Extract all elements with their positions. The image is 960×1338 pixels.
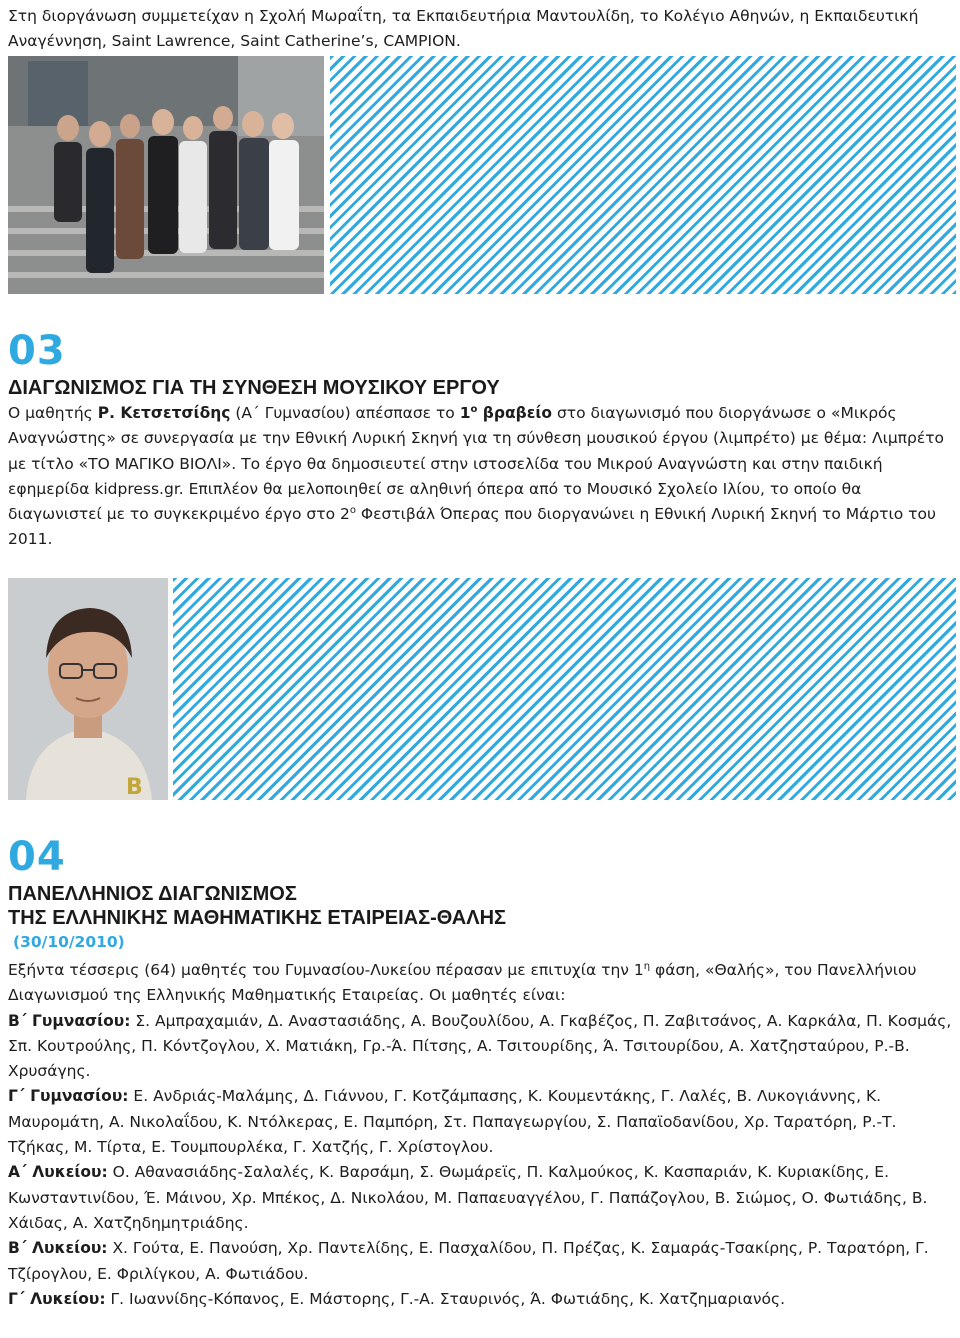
student-portrait bbox=[8, 578, 168, 800]
student-portrait-illustration bbox=[8, 578, 168, 800]
decorative-hatch-panel bbox=[173, 578, 956, 800]
grade-label: Γ΄ Γυμνασίου: bbox=[8, 1087, 129, 1106]
grade-group bbox=[8, 1160, 953, 1236]
grade-label: Β΄ Λυκείου: bbox=[8, 1239, 108, 1258]
grade-label: Γ΄ Λυκείου: bbox=[8, 1289, 106, 1308]
results-block bbox=[8, 958, 953, 1312]
section-title-line-1: ΠΑΝΕΛΛΗΝΙΟΣ ΔΙΑΓΩΝΙΣΜΟΣ bbox=[8, 883, 297, 905]
intro-paragraph: Στη διοργάνωση συμμετείχαν η Σχολή Μωραΐτη, τα Εκπαιδευτήρια Μαντουλίδη, το Κολέγιο Αθηνών, η Εκπαιδευτική Αναγέννηση, Saint Lawrence, Saint Catherine’s, CAMPION. bbox=[8, 7, 919, 51]
group-photo-illustration bbox=[8, 56, 324, 294]
grade-group bbox=[8, 1084, 953, 1160]
section-number: 04 bbox=[8, 834, 66, 880]
section-title-line-2: ΤΗΣ ΕΛΛΗΝΙΚΗΣ ΜΑΘΗΜΑΤΙΚΗΣ ΕΤΑΙΡΕΙΑΣ-ΘΑΛΗΣ bbox=[8, 907, 507, 929]
grade-group bbox=[8, 1236, 953, 1287]
student-list: Γ. Ιωαννίδης-Κόπανος, Ε. Μάστορης, Γ.-Α. Σταυρινός, Ά. Φωτιάδης, Κ. Χατζημαριανός. bbox=[105, 1289, 786, 1308]
competition-date: (30/10/2010) bbox=[13, 933, 125, 951]
competition-paragraph: Ο μαθητής Ρ. Κετσετσίδης (Α΄ Γυμνασίου) απέσπασε το $1^o$ βραβείο στο διαγωνισμό που διοργάνωσε ο «Μικρός Αναγνώστης» σε συνεργασία με την Εθνική Λυρική Σκηνή για τη σύνθεση μουσικού έργου (λιμπρέτο) με θέμα: Λιμπρέτο με τίτλο «ΤΟ ΜΑΓΙΚΟ ΒΙΟΛΙ». Το έργο θα δημοσιευτεί στην ιστοσελίδα του Μικρού Αναγνώστη και στην παιδική εφημερίδα kidpress.gr. Επιπλέον θα μελοποιηθεί σε αληθινή όπερα από το Μουσικό Σχολείο Ιλίου, το οποίο θα διαγωνιστεί με το συγκεκριμένο έργο στο $2^o$ Φεστιβάλ Όπερας που διοργανώνει η Εθνική Λυρική Σκηνή το Μάρτιο του 2011. bbox=[8, 403, 945, 549]
student-list: Χ. Γούτα, Ε. Πανούση, Χρ. Παντελίδης, Ε. Πασχαλίδου, Π. Πρέζας, Κ. Σαμαράς-Τσακίρης, Ρ. Ταρατόρη, Γ. Τζίρογλου, Ε. Φριλίγκου, Α. Φωτιάδου. bbox=[8, 1239, 929, 1283]
student-list: Ο. Αθανασιάδης-Σαλαλές, Κ. Βαρσάμη, Σ. Θωμάρεϊς, Π. Καλμούκος, Κ. Κασπαριάν, Κ. Κυριακίδης, Ε. Κωνσταντινίδου, Έ. Μάινου, Χρ. Μπέκος, Δ. Νικολάου, Μ. Παπαευαγγέλου, Γ. Παπάζογλου, Β. Σιώμος, Ο. Φωτιάδης, Β. Χάιδας, Α. Χατζηδημητριάδης. bbox=[8, 1163, 928, 1232]
student-name: Ρ. Κετσετσίδης bbox=[97, 404, 231, 422]
grade-label: Β΄ Γυμνασίου: bbox=[8, 1011, 131, 1030]
prize-label: $1^o$ βραβείο bbox=[459, 403, 553, 422]
grade-group bbox=[8, 1287, 953, 1312]
svg-text:B: B bbox=[126, 775, 143, 800]
grade-group bbox=[8, 1009, 953, 1085]
group-photo bbox=[8, 56, 324, 294]
student-list: Ε. Ανδριάς-Μαλάμης, Δ. Γιάννου, Γ. Κοτζάμπασης, Κ. Κουμεντάκης, Γ. Λαλές, Β. Λυκογιάννης, Κ. Μαυρομάτη, Α. Νικολαΐδου, Κ. Ντόλκερας, Ε. Παμπόρη, Στ. Παπαγεωργίου, Σ. Παπαϊοδανίδου, Χρ. Ταρατόρη, Ρ.-Τ. Τζήκας, Μ. Τίρτα, Ε. Τουμπουρλέκα, Γ. Χατζής, Γ. Χρίστογλου. bbox=[8, 1087, 897, 1157]
grade-label: Α΄ Λυκείου: bbox=[8, 1163, 108, 1182]
decorative-hatch-panel bbox=[330, 56, 956, 294]
results-intro: Εξήντα τέσσερις (64) μαθητές του Γυμνασίου-Λυκείου πέρασαν με επιτυχία την $1^\eta$ φάση, «Θαλής», του Πανελλήνιου Διαγωνισμού της Ελληνικής Μαθηματικής Εταιρείας. Οι μαθητές είναι: bbox=[8, 960, 917, 1005]
section-number: 03 bbox=[8, 328, 66, 374]
section-title: ΔΙΑΓΩΝΙΣΜΟΣ ΓΙΑ ΤΗ ΣΥΝΘΕΣΗ ΜΟΥΣΙΚΟΥ ΕΡΓΟΥ bbox=[8, 377, 500, 399]
student-list: Σ. Αμπραχαμιάν, Δ. Αναστασιάδης, Α. Βουζουλίδου, Α. Γκαβέζος, Π. Ζαβιτσάνος, Α. Καρκάλα, Π. Κοσμάς, Σπ. Κουτρούλης, Π. Κόντζογλου, Χ. Ματιάκη, Γρ.-Ά. Πίτσης, Α. Τσιτουρίδης, Ά. Τσιτουρίδου, Α. Χατζησταύρου, Ρ.-Β. Χρυσάγης. bbox=[8, 1011, 952, 1081]
